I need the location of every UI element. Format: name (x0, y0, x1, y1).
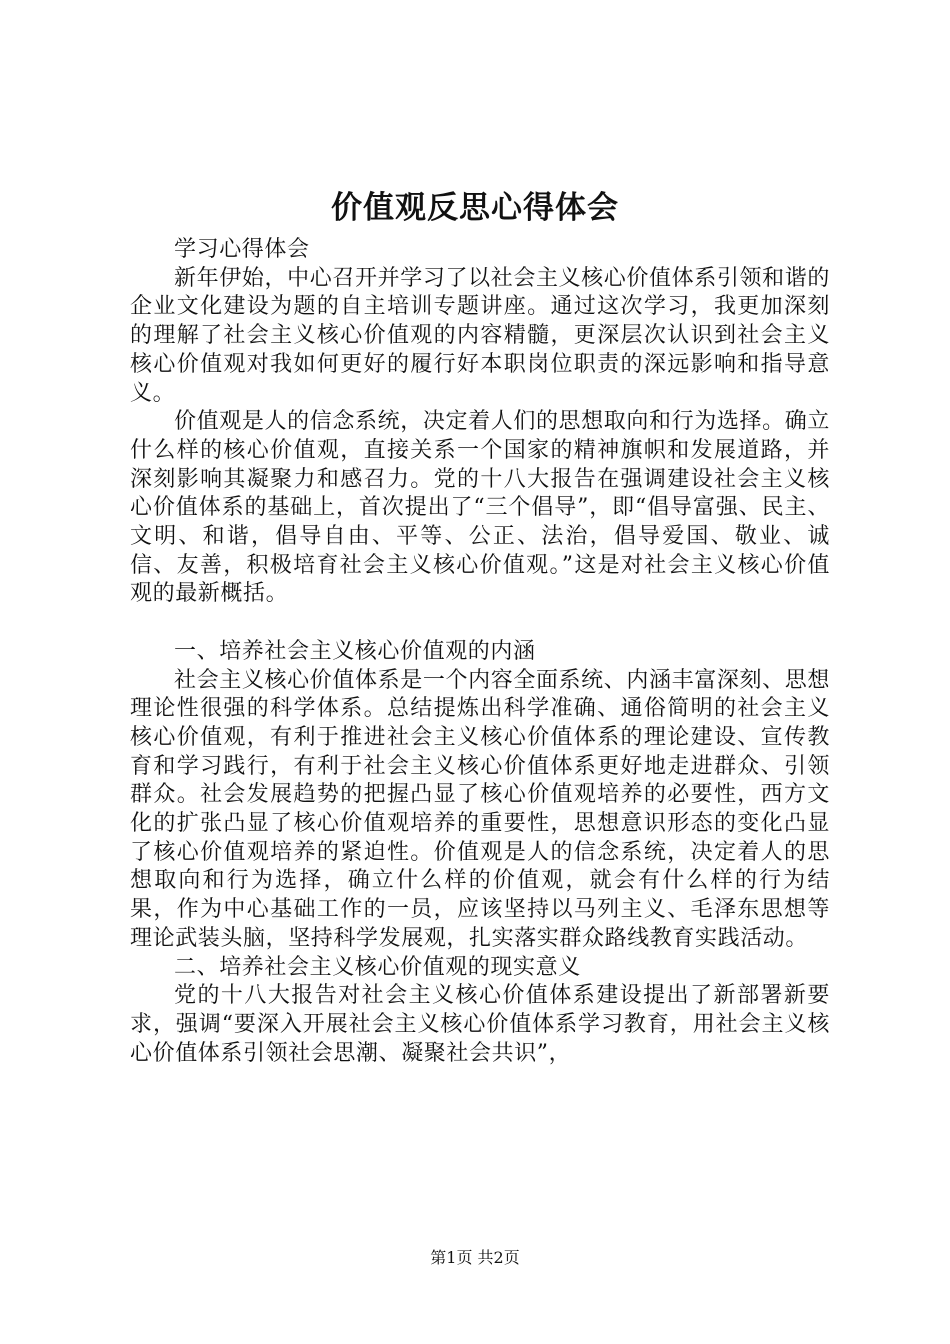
paragraph-section-1: 社会主义核心价值体系是一个内容全面系统、内涵丰富深刻、思想理论性很强的科学体系。总结提炼出科学准确、通俗简明的社会主义核心价值观，有利于推进社会主义核心价值体系的理论建设、宣传教育和学习践行，有利于社会主义核心价值体系更好地走进群众、引领群众。社会发展趋势的把握凸显了核心价值观培养的必要性，西方文化的扩张凸显了核心价值观培养的重要性，思想意识形态的变化凸显了核心价值观培养的紧迫性。价值观是人的信念系统，决定着人的思想取向和行为选择，确立什么样的价值观，就会有什么样的行为结果，作为中心基础工作的一员，应该坚持以马列主义、毛泽东思想等理论武装头脑，坚持科学发展观，扎实落实群众路线教育实践活动。 (130, 667, 830, 951)
section-heading-2: 二、培养社会主义核心价值观的现实意义 (174, 954, 581, 980)
document-body (130, 236, 830, 1068)
paragraph-intro: 新年伊始，中心召开并学习了以社会主义核心价值体系引领和谐的企业文化建设为题的自主培训专题讲座。通过这次学习，我更加深刻的理解了社会主义核心价值观的内容精髓，更深层次认识到社会主义核心价值观对我如何更好的履行好本职岗位职责的深远影响和指导意义。 (130, 265, 830, 406)
paragraph-subtitle: 学习心得体会 (174, 237, 310, 262)
document-title: 价值观反思心得体会 (331, 190, 619, 226)
paragraph-values: 价值观是人的信念系统，决定着人们的思想取向和行为选择。确立什么样的核心价值观，直接关系一个国家的精神旗帜和发展道路，并深刻影响其凝聚力和感召力。党的十八大报告在强调建设社会主义核心价值体系的基础上，首次提出了“三个倡导”，即“倡导富强、民主、文明、和谐，倡导自由、平等、公正、法治，倡导爱国、敬业、诚信、友善，积极培育社会主义核心价值观。”这是对社会主义核心价值观的最新概括。 (130, 409, 830, 607)
page-footer: 第1页 共2页 (430, 1248, 520, 1267)
section-heading-1: 一、培养社会主义核心价值观的内涵 (174, 638, 536, 664)
paragraph-section-2: 党的十八大报告对社会主义核心价值体系建设提出了新部署新要求，强调“要深入开展社会主义核心价值体系学习教育，用社会主义核心价值体系引领社会思潮、凝聚社会共识”， (130, 983, 830, 1066)
